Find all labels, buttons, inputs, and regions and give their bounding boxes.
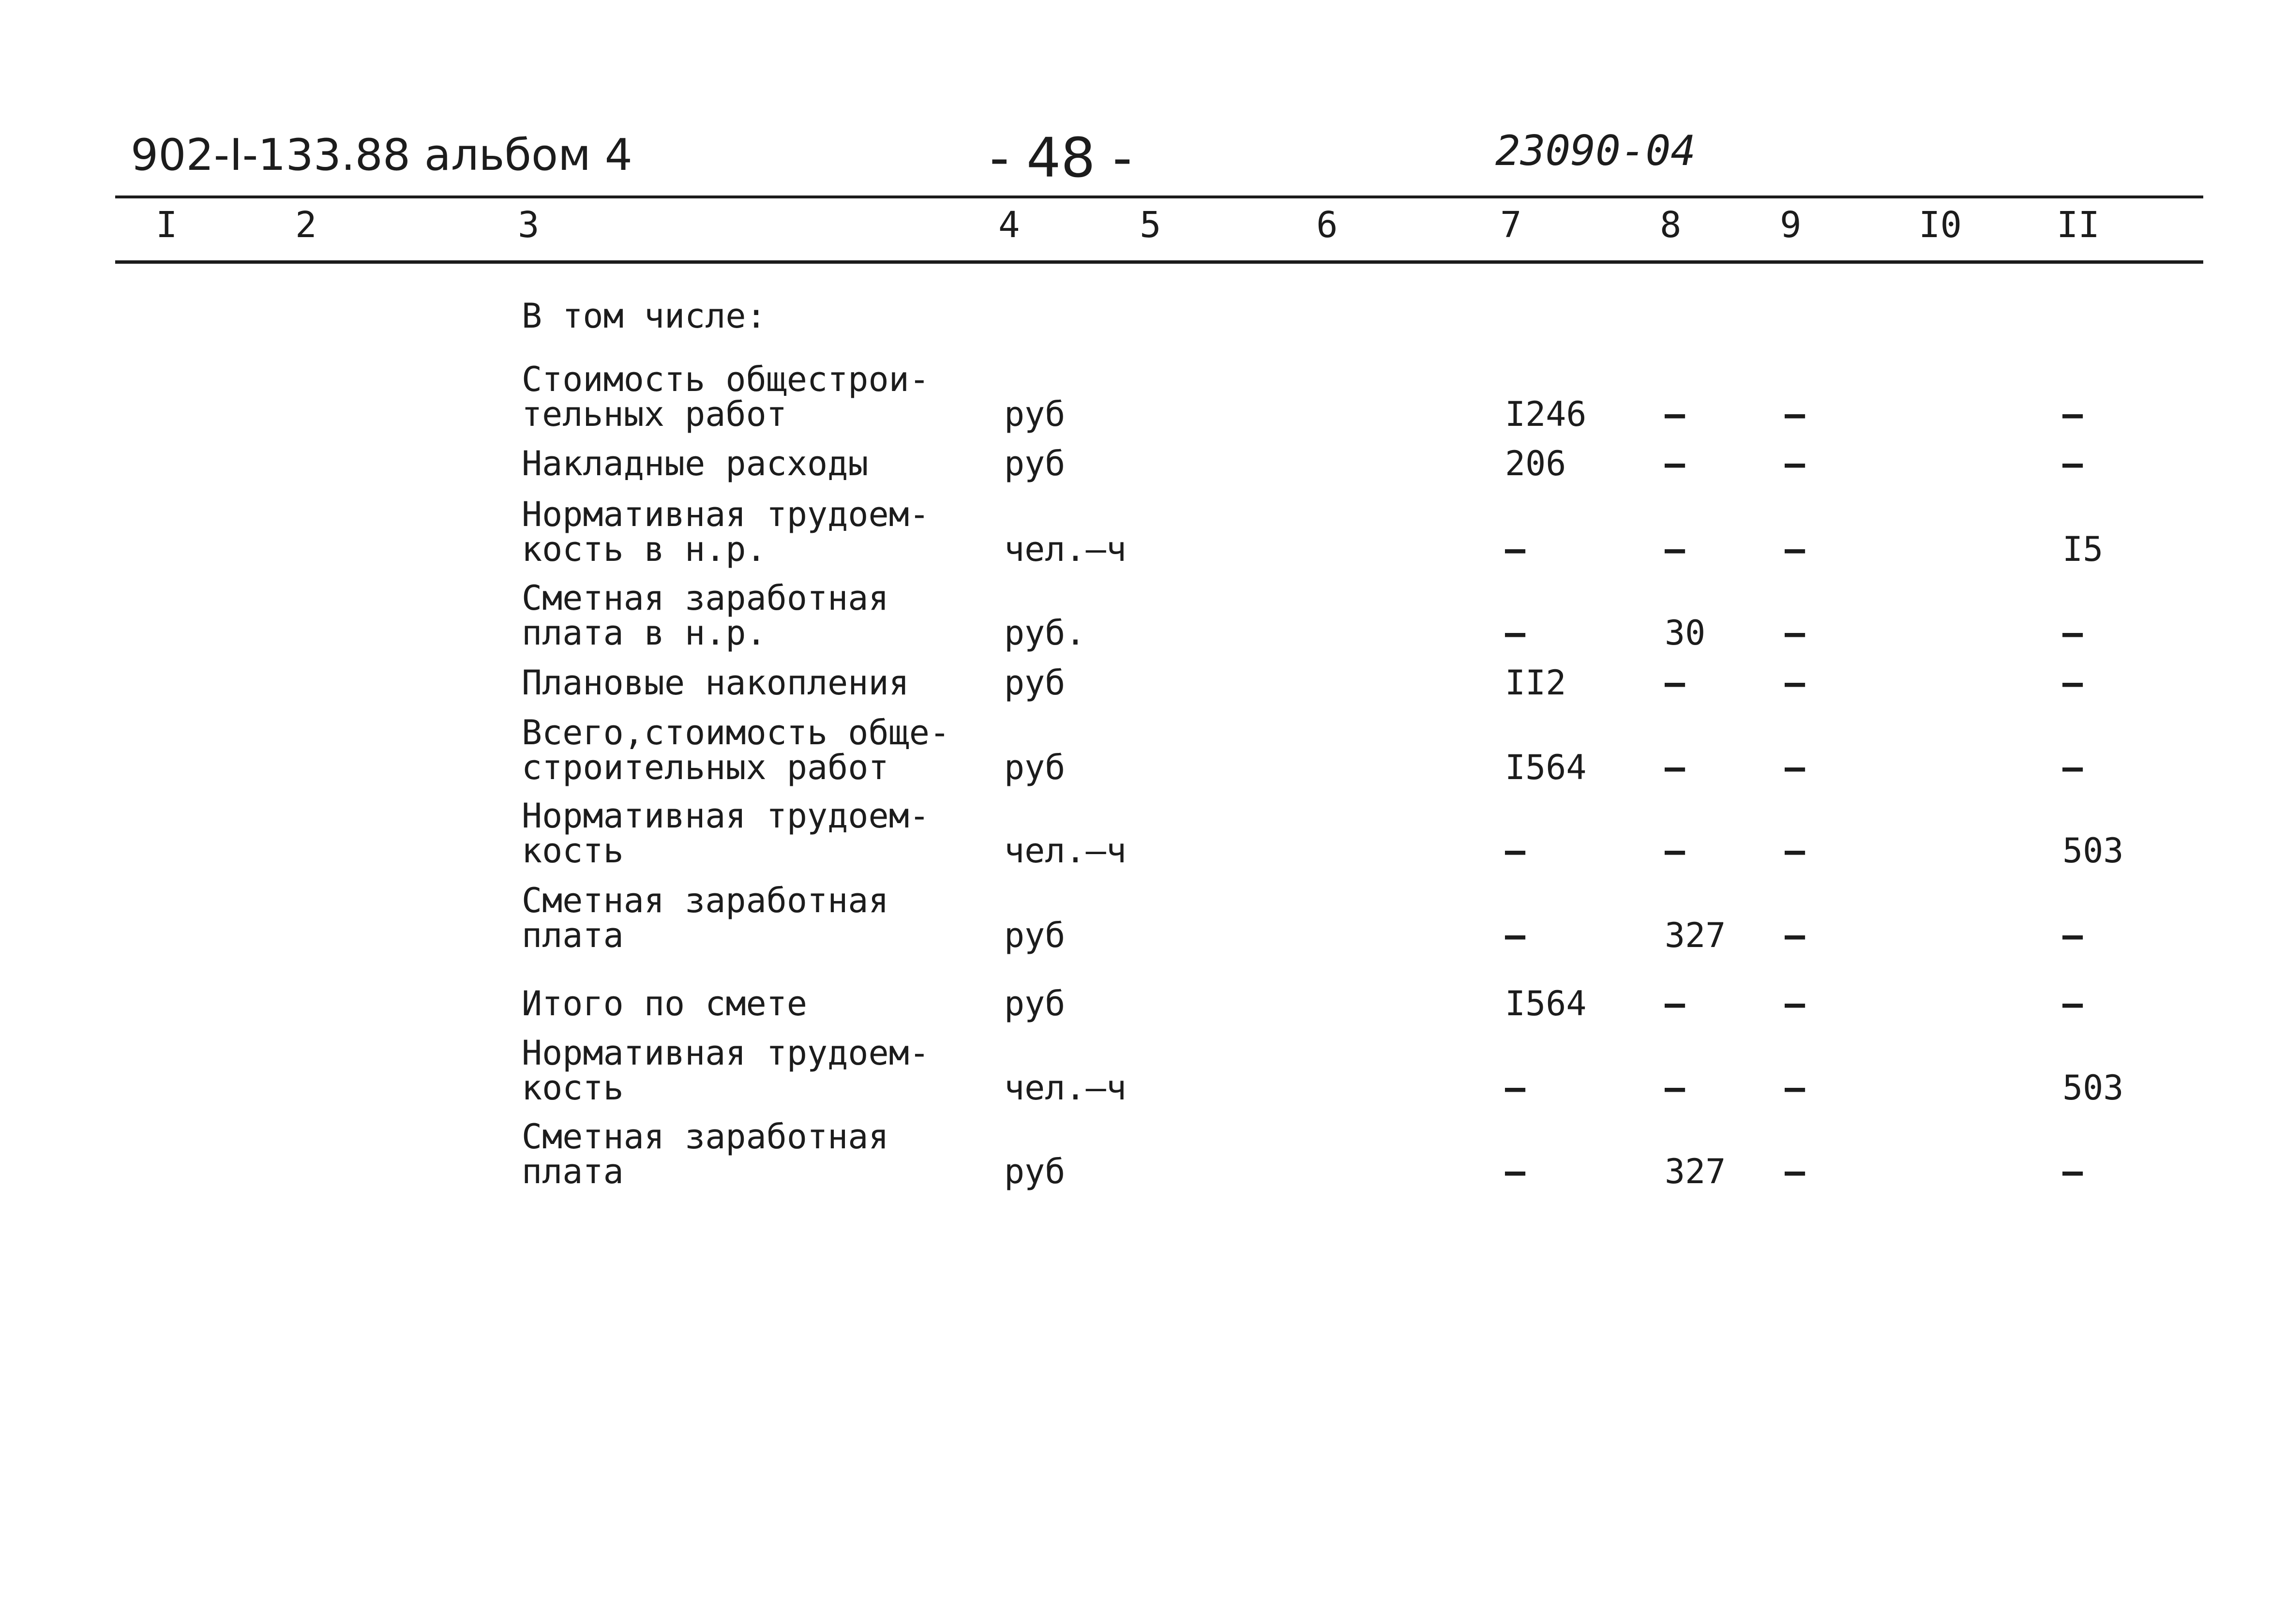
column-number-9: 9 (1780, 204, 1802, 246)
document-code: 23090-04 (1495, 127, 1696, 175)
column-number-4: 4 (998, 204, 1020, 246)
row-col11: – (2062, 444, 2083, 483)
row-col9: – (1785, 831, 1805, 871)
row-description: Всего,стоимость обще- строительных работ (522, 713, 950, 787)
row-description: Итого по смете (522, 984, 808, 1023)
row-unit: руб (1004, 444, 1066, 483)
row-col7: – (1505, 916, 1526, 955)
table-top-rule (115, 195, 2203, 198)
column-number-11: II (2057, 204, 2100, 246)
row-col11: I5 (2062, 529, 2104, 569)
row-col8: – (1665, 1068, 1685, 1108)
row-col9: – (1785, 663, 1805, 703)
row-description: Нормативная трудоем- кость в н.р. (522, 495, 930, 569)
row-col9: – (1785, 529, 1805, 569)
row-col11: 503 (2062, 1068, 2124, 1108)
row-description: Нормативная трудоем- кость (522, 1033, 930, 1108)
row-description: Плановые накопления (522, 663, 909, 703)
column-number-2: 2 (295, 204, 317, 246)
row-col8: – (1665, 394, 1685, 434)
column-number-1: I (156, 204, 178, 246)
row-col11: – (2062, 916, 2083, 955)
row-col9: – (1785, 984, 1805, 1023)
row-description: Стоимость общестрои- тельных работ (522, 360, 930, 434)
row-col11: – (2062, 984, 2083, 1023)
row-col8: 327 (1665, 916, 1726, 955)
row-unit: чел.–ч (1004, 831, 1127, 871)
row-description: Сметная заработная плата (522, 881, 889, 955)
row-col7: – (1505, 831, 1526, 871)
row-unit: руб (1004, 984, 1066, 1023)
row-col7: 206 (1505, 444, 1566, 483)
row-unit: руб (1004, 394, 1066, 434)
row-unit: чел.–ч (1004, 1068, 1127, 1108)
row-unit: руб. (1004, 613, 1086, 653)
row-col11: – (2062, 613, 2083, 653)
row-col7: – (1505, 1152, 1526, 1191)
table-header-rule (115, 260, 2203, 264)
section-label: В том числе: (522, 296, 767, 336)
row-col11: – (2062, 1152, 2083, 1191)
row-col11: 503 (2062, 831, 2124, 871)
column-number-5: 5 (1140, 204, 1161, 246)
row-description: Нормативная трудоем- кость (522, 796, 930, 871)
row-col8: – (1665, 529, 1685, 569)
row-col9: – (1785, 394, 1805, 434)
column-number-3: 3 (518, 204, 540, 246)
row-col11: – (2062, 394, 2083, 434)
column-number-7: 7 (1500, 204, 1522, 246)
row-col11: – (2062, 663, 2083, 703)
row-col8: – (1665, 444, 1685, 483)
document-reference: 902-I-133.88 альбом 4 (131, 130, 632, 180)
row-col8: – (1665, 984, 1685, 1023)
column-number-8: 8 (1660, 204, 1682, 246)
row-col9: – (1785, 1152, 1805, 1191)
row-description: Накладные расходы (522, 444, 869, 483)
row-col8: – (1665, 831, 1685, 871)
row-col9: – (1785, 444, 1805, 483)
row-col8: 30 (1665, 613, 1706, 653)
row-unit: руб (1004, 663, 1066, 703)
row-col7: – (1505, 1068, 1526, 1108)
row-col8: – (1665, 663, 1685, 703)
row-col9: – (1785, 1068, 1805, 1108)
row-col8: 327 (1665, 1152, 1726, 1191)
row-unit: руб (1004, 916, 1066, 955)
page-number: - 48 - (990, 127, 1132, 190)
column-number-10: I0 (1919, 204, 1962, 246)
row-col9: – (1785, 748, 1805, 787)
row-col11: – (2062, 748, 2083, 787)
row-col7: I564 (1505, 984, 1587, 1023)
row-unit: руб (1004, 748, 1066, 787)
row-col7: I246 (1505, 394, 1587, 434)
row-col7: II2 (1505, 663, 1566, 703)
row-description: Сметная заработная плата в н.р. (522, 578, 889, 653)
row-unit: чел.–ч (1004, 529, 1127, 569)
row-unit: руб (1004, 1152, 1066, 1191)
row-col9: – (1785, 613, 1805, 653)
row-col7: – (1505, 613, 1526, 653)
row-col9: – (1785, 916, 1805, 955)
column-number-6: 6 (1316, 204, 1338, 246)
row-col7: – (1505, 529, 1526, 569)
row-col7: I564 (1505, 748, 1587, 787)
row-col8: – (1665, 748, 1685, 787)
row-description: Сметная заработная плата (522, 1117, 889, 1191)
